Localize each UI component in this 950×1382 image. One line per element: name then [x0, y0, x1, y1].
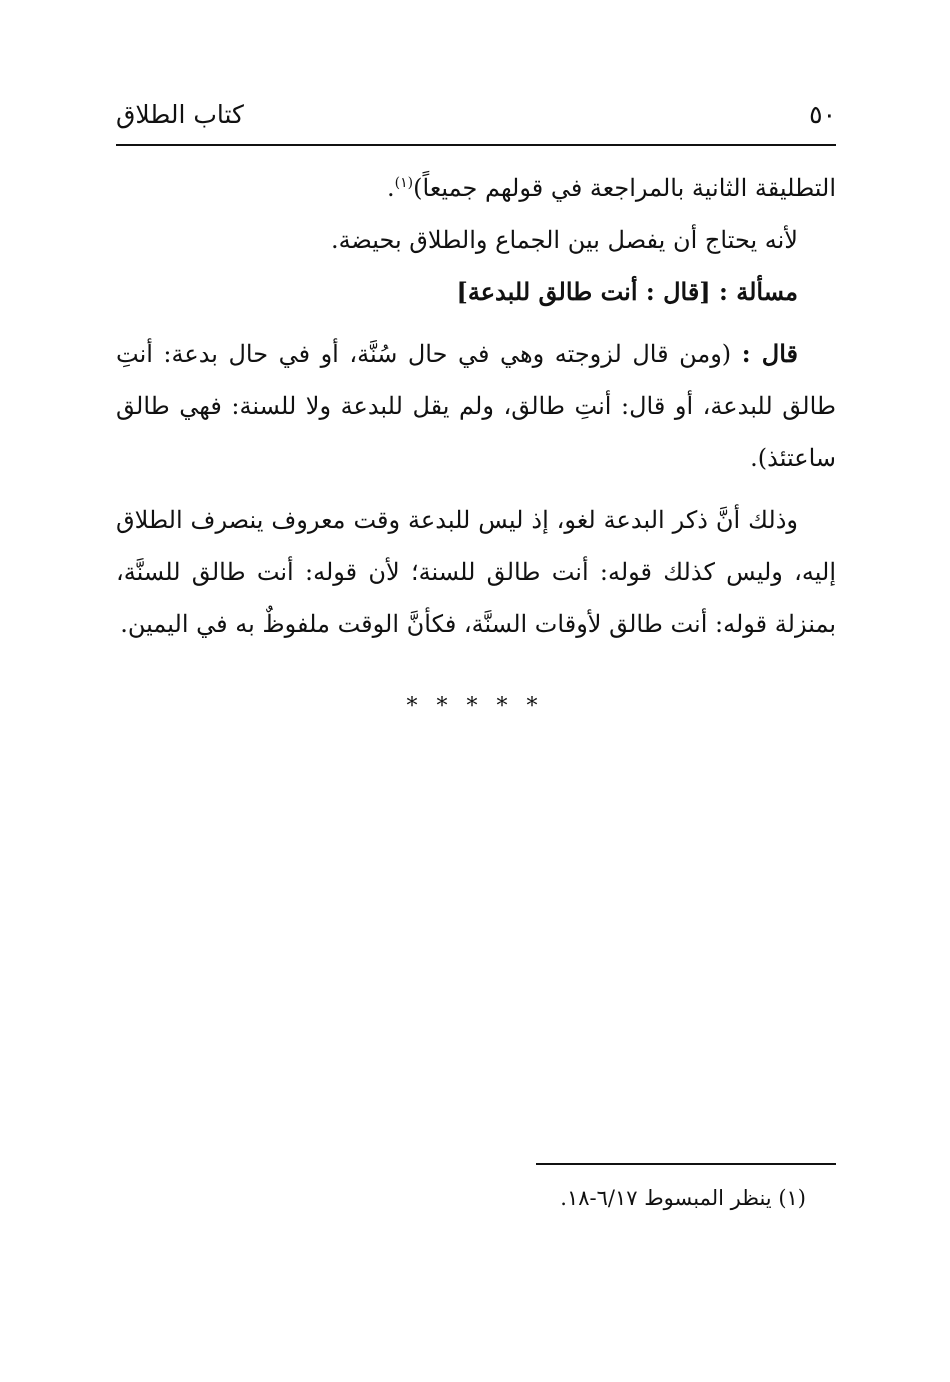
- main-text: [116, 162, 836, 650]
- header-divider: [116, 144, 836, 146]
- text-line: لأنه يحتاج أن يفصل بين الجماع والطلاق بحيضة.: [330, 226, 798, 254]
- paragraph: وذلك أنَّ ذكر البدعة لغو، إذ ليس للبدعة وقت معروف ينصرف الطلاق إليه، وليس كذلك قوله: أنت طالق للسنة؛ لأن قوله: أنت طالق للسنَّة، بمنزلة قوله: أنت طالق لأوقات السنَّة، فكأنَّ الوقت ملفوظٌ به في اليمين.: [116, 506, 836, 638]
- footnote: (١) ينظر المبسوط ٦/١٧-١٨.: [560, 1186, 806, 1210]
- paragraph: قال : (ومن قال لزوجته وهي في حال سُنَّة، أو في حال بدعة: أنتِ طالق للبدعة، أو قال: أنتِ طالق، ولم يقل للبدعة ولا للسنة: فهي طالق ساعتئذ).: [116, 339, 836, 472]
- issue-title: [قال : أنت طالق للبدعة]: [456, 277, 711, 306]
- issue-heading: [116, 266, 836, 318]
- footnote-divider: [536, 1163, 836, 1165]
- text-line: التطليقة الثانية بالمراجعة في قولهم جميعاً)$^{(١)}$.: [387, 174, 836, 202]
- section-separator: * * * * *: [406, 694, 544, 719]
- page-number: ٥٠: [809, 100, 836, 129]
- running-header: [116, 96, 836, 144]
- paragraph-lead: قال :: [741, 339, 799, 368]
- issue-label: مسألة :: [719, 277, 798, 306]
- book-title: كتاب الطلاق: [116, 100, 244, 129]
- footnote-reference: (١): [394, 175, 414, 191]
